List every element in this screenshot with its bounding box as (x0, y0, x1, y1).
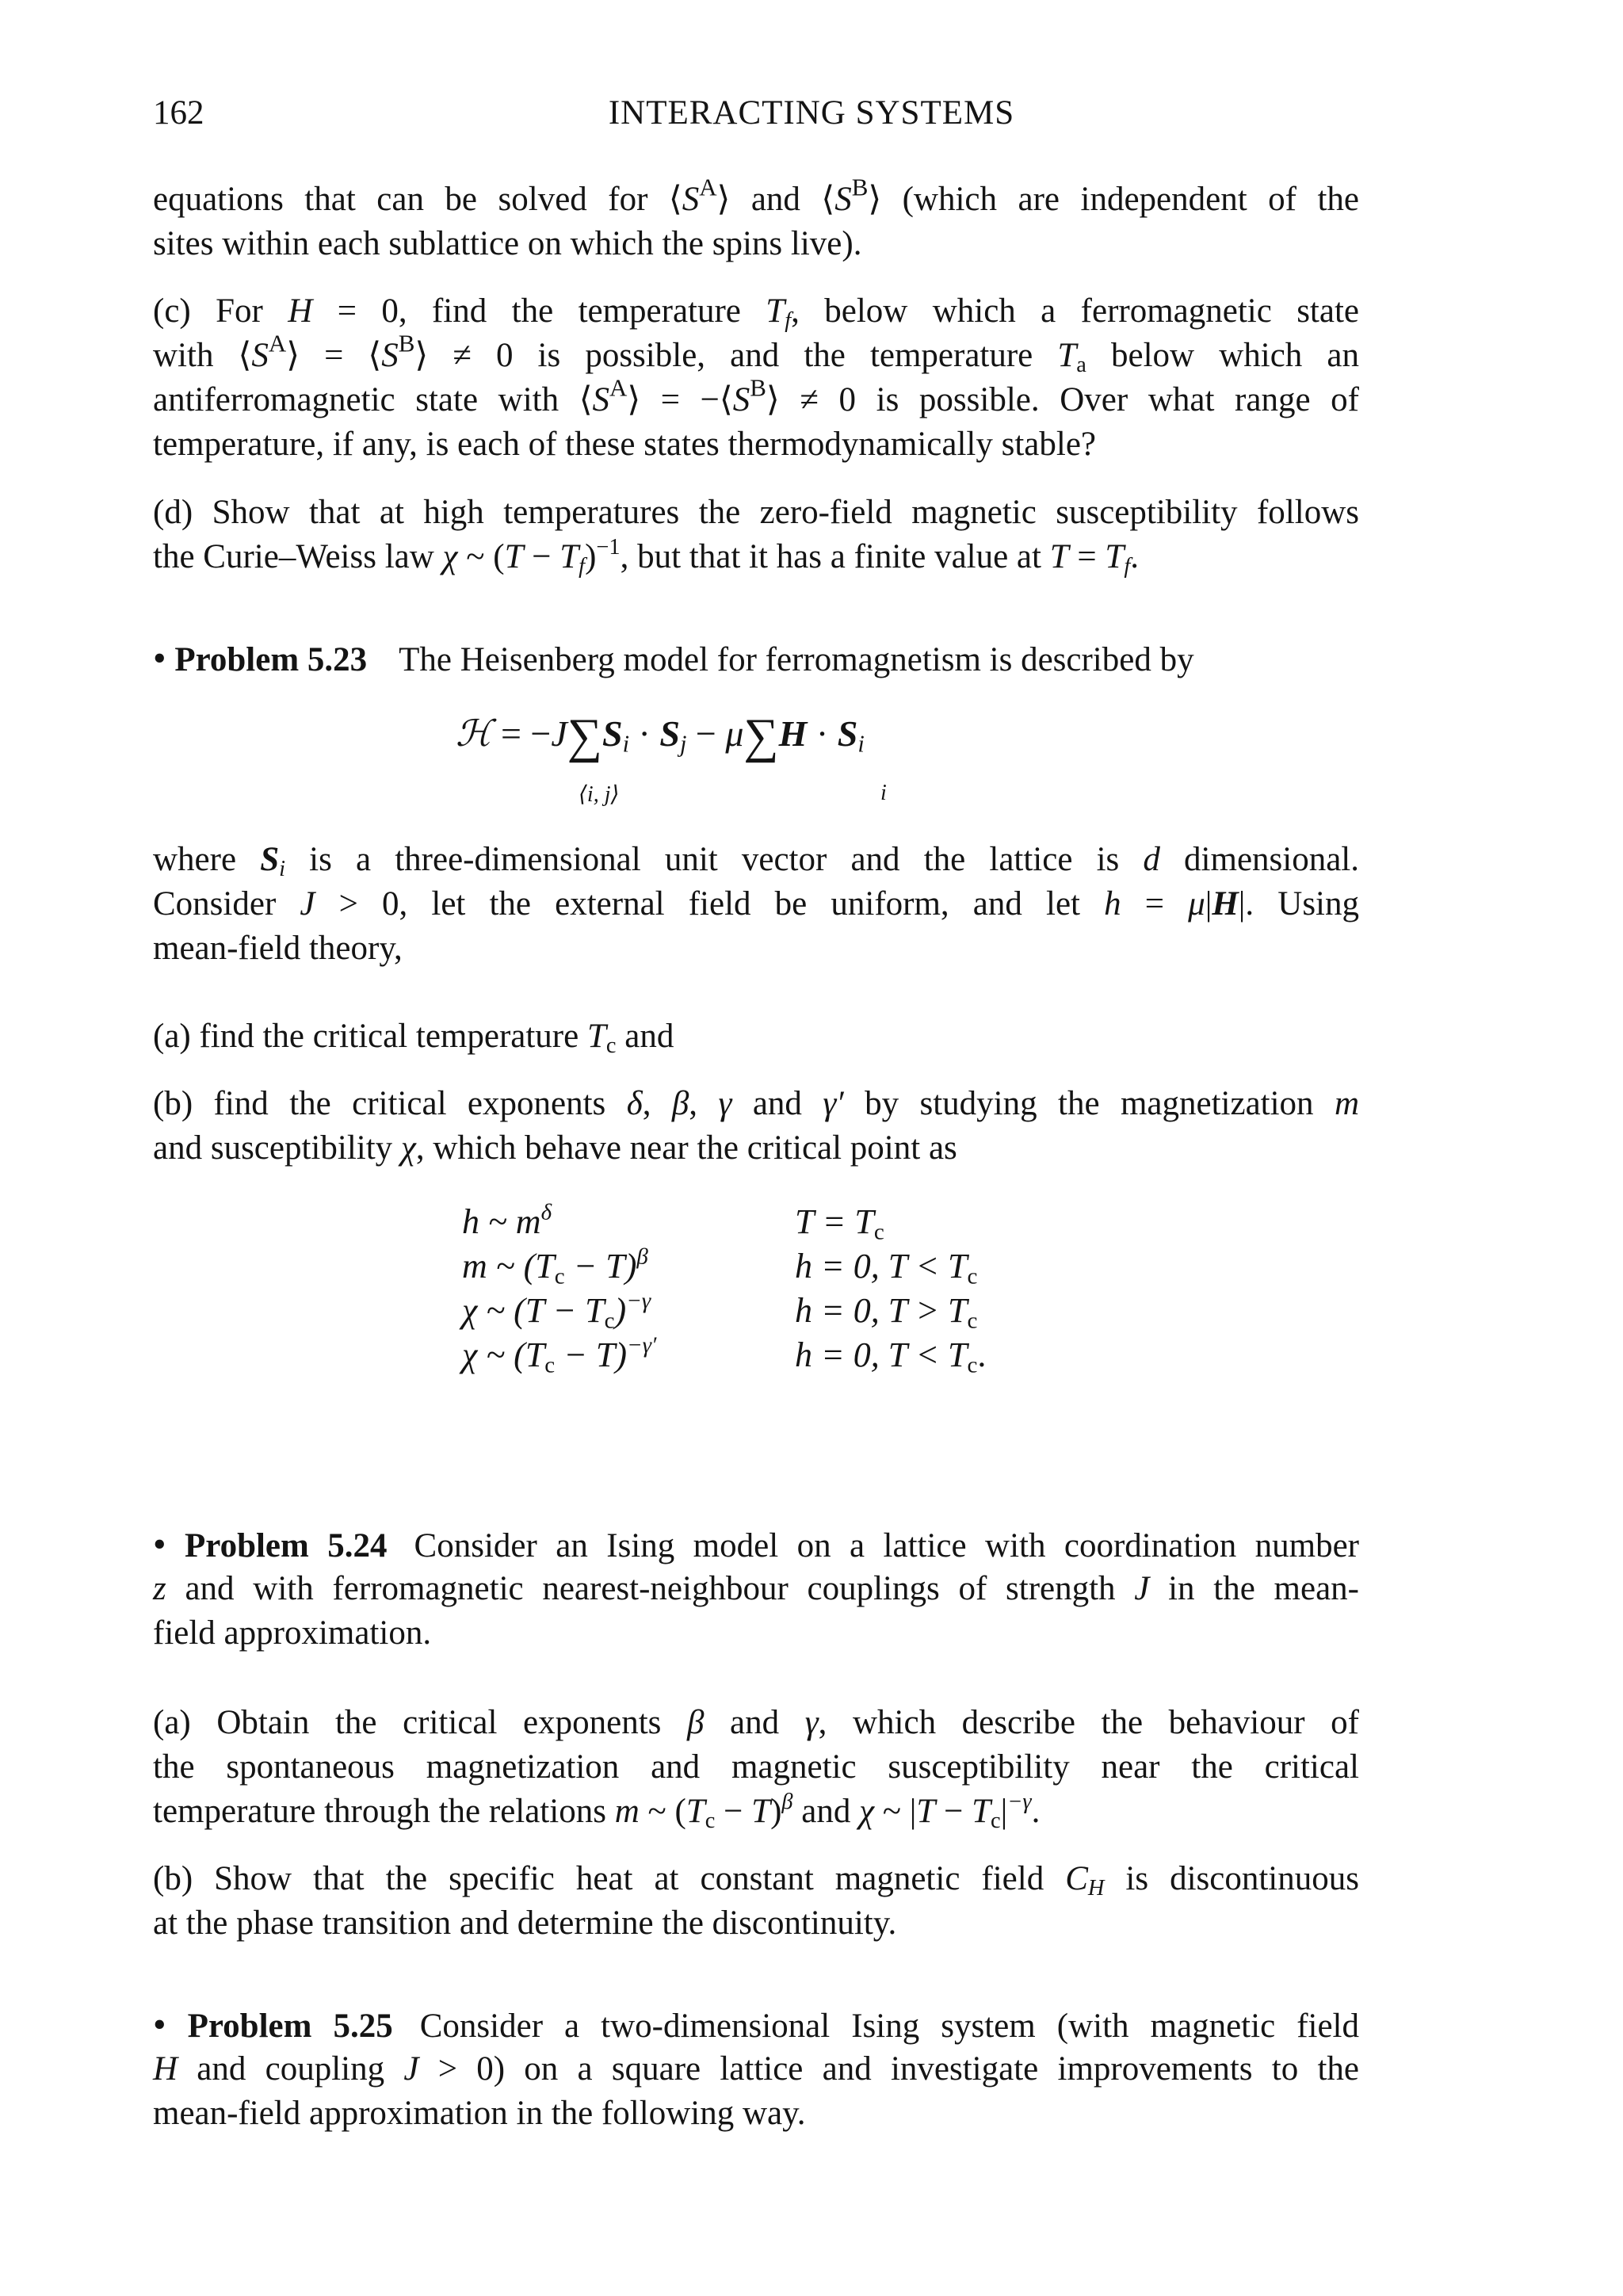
relation-text: − T) (564, 1247, 637, 1286)
part-d-line-2 (153, 535, 1359, 579)
problem-text: The Heisenberg model for ferromagnetism is described by (399, 641, 1194, 678)
hamiltonian-symbol: ℋ (456, 713, 492, 754)
symbol-d: d (1143, 841, 1160, 878)
symbol-S: S (592, 381, 610, 418)
subscript-c: c (544, 1352, 556, 1378)
symbol-T: T (916, 1793, 936, 1830)
symbol-T: T (1105, 538, 1125, 575)
symbol-T: T (751, 1793, 771, 1830)
dot-product: · (807, 713, 838, 754)
relation-exponent: β (636, 1244, 648, 1270)
text-run: and (792, 1793, 860, 1830)
condition-4 (795, 1333, 986, 1377)
text-run: , which describe the behaviour of (818, 1704, 1359, 1741)
text-run: and (616, 1018, 674, 1055)
symbol-m: m (1334, 1085, 1360, 1122)
symbol-J: J (1134, 1570, 1150, 1607)
part-c-line-2 (153, 329, 1359, 378)
subscript-c: c (873, 1219, 884, 1245)
symbol-delta: δ (626, 1085, 643, 1122)
equals-minus: = − (491, 713, 552, 754)
symbol-chi: χ (400, 1129, 416, 1167)
relation-text: h ~ m (462, 1202, 541, 1241)
p524-part-b-line-2: at the phase transition and determine the discontinuity. (153, 1904, 897, 1942)
superscript-B: B (750, 373, 766, 402)
subscript-c: c (991, 1809, 1001, 1834)
problem-label: Problem 5.23 (174, 641, 368, 678)
symbol-C: C (1065, 1860, 1088, 1897)
relation-3 (462, 1289, 651, 1333)
superscript-B: B (398, 329, 415, 357)
condition-text: h = 0, T < T (795, 1247, 968, 1286)
superscript-A: A (699, 173, 717, 201)
heisenberg-equation (456, 709, 865, 763)
subscript-f: f (785, 308, 792, 334)
text-run: , which behave near the critical point as (415, 1129, 957, 1167)
symbol-beta: β (686, 1704, 705, 1741)
text-run: > 0) on a square lattice and investigate improvements to the (418, 2050, 1359, 2088)
superscript-A: A (609, 373, 628, 402)
period: . (1031, 1793, 1041, 1830)
index-i: i (279, 857, 286, 882)
index-i: i (857, 730, 865, 758)
symbol-T: T (1057, 337, 1077, 374)
text-run: in the mean- (1149, 1570, 1359, 1607)
sum-subscript-ij: ⟨i, j⟩ (579, 782, 620, 807)
symbol-J: J (300, 885, 315, 923)
part-c-line-1 (153, 289, 1359, 334)
symbol-T: T (559, 538, 579, 575)
text-run: and with ferromagnetic nearest-neighbour couplings of strength (166, 1570, 1135, 1607)
subscript-f: f (1124, 554, 1131, 579)
subscript-c: c (967, 1308, 978, 1334)
text-run: (c) For (153, 292, 288, 330)
running-title: INTERACTING SYSTEMS (608, 94, 1015, 132)
symbol-chi: χ (859, 1793, 875, 1830)
relation-exponent: −γ′ (627, 1332, 657, 1358)
superscript-B: B (851, 173, 869, 201)
text-run: > 0, let the external field be uniform, and let (315, 885, 1105, 923)
symbol-m: m (614, 1793, 640, 1830)
text-run: ~ ( (639, 1793, 686, 1830)
page-number: 162 (153, 94, 204, 132)
subscript-c: c (967, 1352, 978, 1378)
symbol-S: S (381, 337, 399, 374)
relation-text: χ ~ (T − T (462, 1291, 605, 1330)
text-run: ) (585, 538, 597, 575)
text-run: , below which a ferromagnetic state (791, 292, 1359, 330)
symbol-T: T (685, 1793, 705, 1830)
symbol-mu: μ (725, 713, 744, 754)
text-run: ⟩ and ⟨ (716, 181, 835, 218)
text-run: with ⟨ (153, 337, 252, 374)
symbol-J: J (403, 2050, 419, 2088)
p525-line-3: mean-field approximation in the following way. (153, 2095, 806, 2132)
problem-5-24-heading (153, 1522, 1359, 1568)
p524-line-2 (153, 1567, 1359, 1611)
part-d-line-1: (d) Show that at high temperatures the zero-field magnetic susceptibility follows (153, 494, 1359, 531)
subscript-c: c (554, 1263, 565, 1289)
p523-where-line-3: mean-field theory, (153, 930, 403, 967)
relation-1 (462, 1200, 552, 1244)
p524-part-a-line-1 (153, 1701, 1359, 1745)
p524-part-b-line-1 (153, 1857, 1359, 1901)
text-run: = (1121, 885, 1189, 923)
relation-4 (462, 1333, 656, 1377)
p524-part-a-line-3 (153, 1790, 1359, 1834)
text-run: below which an (1086, 337, 1359, 374)
period: . (977, 1335, 987, 1374)
condition-3 (795, 1289, 977, 1333)
problem-text: Consider an Ising model on a lattice with coordination number (414, 1527, 1360, 1564)
condition-text: h = 0, T > T (795, 1291, 968, 1330)
part-c-line-3 (153, 373, 1359, 422)
symbol-S: S (834, 181, 852, 218)
text-run: temperature through the relations (153, 1793, 615, 1830)
text-run: by studying the magnetization (843, 1085, 1335, 1122)
sum-symbol: ∑ (567, 709, 602, 763)
spin-vector-S: S (601, 713, 623, 754)
p524-part-a-line-2: the spontaneous magnetization and magnetic susceptibility near the critical (153, 1748, 1359, 1786)
text-run: ⟩ = −⟨ (627, 381, 733, 418)
superscript-minus-one: −1 (596, 534, 621, 560)
p523-part-b-line-1 (153, 1082, 1359, 1126)
text-run: , (689, 1085, 719, 1122)
p524-line-3: field approximation. (153, 1614, 432, 1652)
text-run: − (523, 538, 560, 575)
field-vector-H: H (778, 713, 808, 754)
minus-sign: − (686, 713, 726, 754)
symbol-T: T (586, 1018, 606, 1055)
text-run: and (731, 1085, 823, 1122)
text-run: (a) Obtain the critical exponents (153, 1704, 687, 1741)
text-run: |. Using (1238, 885, 1359, 923)
p523-where-line-1 (153, 838, 1359, 882)
text-run: , (642, 1085, 672, 1122)
subscript-a: a (1076, 353, 1086, 378)
condition-1 (795, 1200, 884, 1244)
condition-2 (795, 1244, 977, 1289)
text-run: − (715, 1793, 752, 1830)
superscript-beta: β (781, 1789, 793, 1814)
text-run: (b) Show that the specific heat at constant magnetic field (153, 1860, 1066, 1897)
bullet-icon: • (153, 638, 166, 679)
condition-text: T = T (795, 1202, 874, 1241)
index-j: j (679, 730, 687, 758)
text-run: (a) find the critical temperature (153, 1018, 587, 1055)
symbol-H: H (153, 2050, 178, 2088)
sum-symbol: ∑ (743, 709, 779, 763)
dot-product: · (629, 713, 660, 754)
index-i: i (622, 730, 630, 758)
symbol-mu: μ (1188, 885, 1205, 923)
text-run: the Curie–Weiss law (153, 538, 443, 575)
text-run: ⟩ = ⟨ (286, 337, 382, 374)
p523-part-b-line-2 (153, 1126, 1359, 1171)
symbol-J: J (551, 713, 567, 754)
problem-label: Problem 5.24 (185, 1527, 388, 1564)
bullet-icon: • (153, 2004, 166, 2046)
relation-text: m ~ (T (462, 1247, 555, 1286)
intro-line-1 (153, 173, 1359, 222)
text-run: is a three-dimensional unit vector and the lattice is (285, 841, 1144, 878)
text-run: and (704, 1704, 805, 1741)
text-run: and coupling (178, 2050, 404, 2088)
symbol-H: H (288, 292, 313, 330)
symbol-gamma: γ (804, 1704, 819, 1741)
text-run: equations that can be solved for ⟨ (153, 181, 682, 218)
problem-5-23-heading (153, 636, 1359, 682)
symbol-S: S (682, 181, 700, 218)
text-run: ⟩ ≠ 0 is possible, and the temperature (414, 337, 1058, 374)
spin-vector-S: S (837, 713, 858, 754)
relation-text: − T) (555, 1335, 628, 1374)
text-run: where (153, 841, 261, 878)
subscript-c: c (705, 1809, 716, 1834)
intro-line-2: sites within each sublattice on which the spins live). (153, 225, 862, 262)
text-run: Consider (153, 885, 300, 923)
text-run: − (935, 1793, 972, 1830)
symbol-T: T (766, 292, 785, 330)
p525-line-2 (153, 2047, 1359, 2092)
p523-part-a (153, 1014, 1359, 1059)
text-run: is discontinuous (1104, 1860, 1359, 1897)
period: . (1130, 538, 1139, 575)
superscript-A: A (268, 329, 287, 357)
relation-exponent: −γ (626, 1288, 651, 1314)
relation-2 (462, 1244, 648, 1289)
part-c-line-4: temperature, if any, is each of these states thermodynamically stable? (153, 426, 1096, 463)
subscript-H: H (1087, 1876, 1105, 1901)
condition-text: h = 0, T < T (795, 1335, 968, 1374)
subscript-c: c (604, 1308, 615, 1334)
symbol-T: T (504, 538, 524, 575)
subscript-c: c (967, 1263, 978, 1289)
subscript-f: f (579, 554, 586, 579)
symbol-gamma-prime: γ′ (823, 1085, 844, 1122)
text-run: | (1205, 885, 1212, 923)
symbol-S: S (732, 381, 750, 418)
relation-exponent: δ (540, 1199, 552, 1225)
subscript-c: c (605, 1033, 617, 1059)
spin-vector-S: S (260, 841, 280, 878)
symbol-T: T (1049, 538, 1069, 575)
symbol-h: h (1104, 885, 1121, 923)
symbol-chi: χ (442, 538, 458, 575)
spin-vector-S: S (659, 713, 680, 754)
text-run: and susceptibility (153, 1129, 401, 1167)
symbol-T: T (972, 1793, 991, 1830)
sum-subscript-i: i (880, 781, 887, 805)
problem-text: Consider a two-dimensional Ising system (with magnetic field (419, 2008, 1360, 2045)
text-run: dimensional. (1159, 841, 1359, 878)
superscript-minus-gamma: −γ (1007, 1789, 1032, 1814)
text-run: ~ | (874, 1793, 917, 1830)
relation-text: χ ~ (T (462, 1335, 545, 1374)
text-run: | (1000, 1793, 1008, 1830)
symbol-gamma: γ (718, 1085, 732, 1122)
text-run: ⟩ (which are independent of the (868, 181, 1359, 218)
problem-label: Problem 5.25 (187, 2008, 393, 2045)
symbol-beta: β (671, 1085, 689, 1122)
text-run: = (1068, 538, 1106, 575)
text-run: (b) find the critical exponents (153, 1085, 627, 1122)
symbol-z: z (153, 1570, 166, 1607)
field-vector-H: H (1212, 885, 1239, 923)
text-run: antiferromagnetic state with ⟨ (153, 381, 593, 418)
text-run: ⟩ ≠ 0 is possible. Over what range of (766, 381, 1359, 418)
p523-where-line-2 (153, 882, 1359, 926)
bullet-icon: • (153, 1524, 166, 1565)
text-run: ) (770, 1793, 782, 1830)
text-run: = 0, find the temperature (312, 292, 766, 330)
text-run: , but that it has a finite value at (620, 538, 1050, 575)
relation-text: ) (614, 1291, 627, 1330)
problem-5-25-heading (153, 2003, 1359, 2049)
symbol-S: S (251, 337, 269, 374)
text-run: ~ ( (457, 538, 505, 575)
